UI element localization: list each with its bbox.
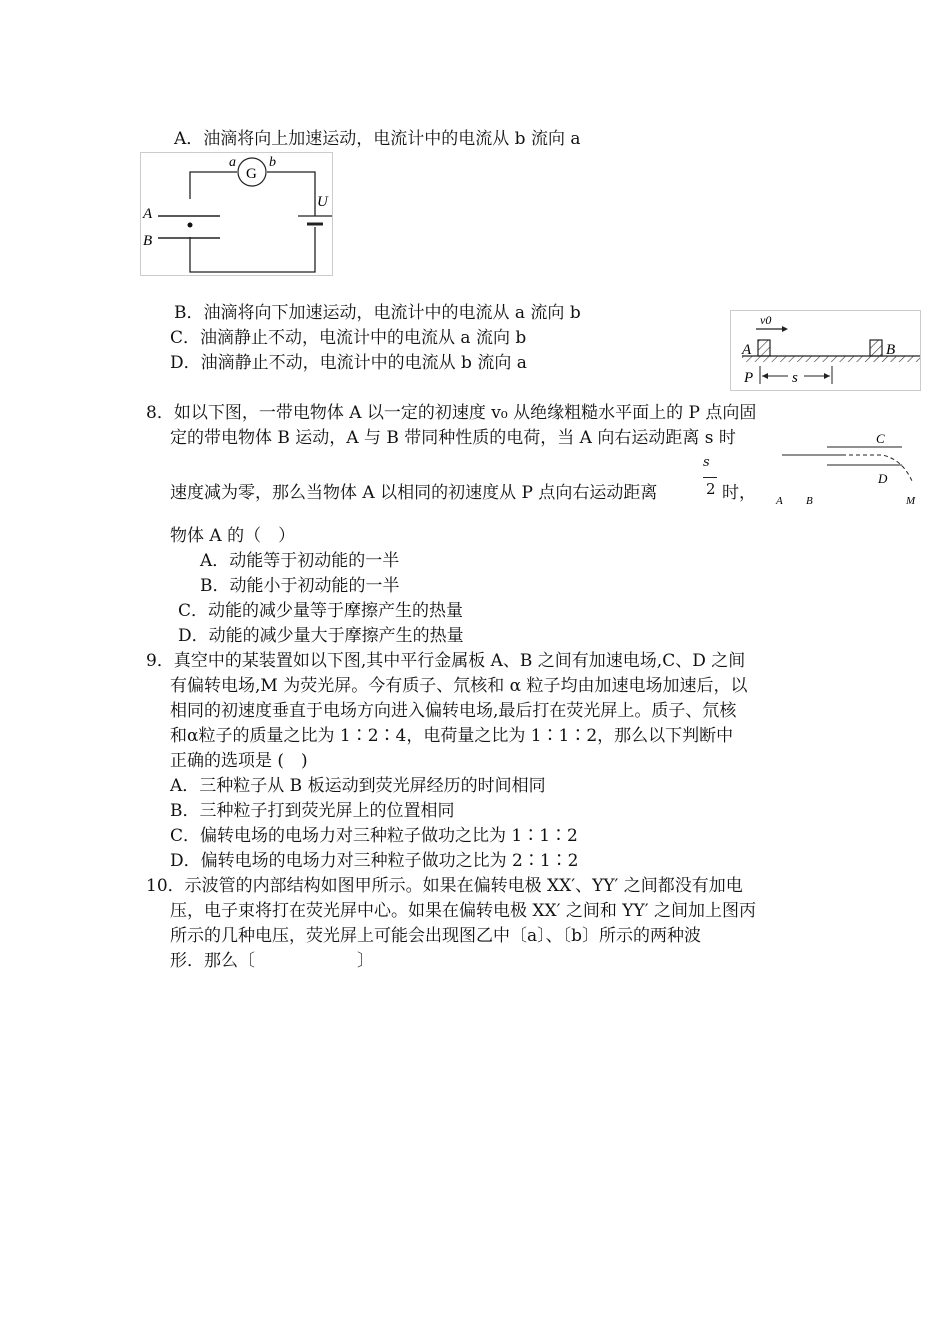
q7-option-d: D．油滴静止不动，电流计中的电流从 b 流向 a — [170, 353, 527, 373]
q8-line-3: 速度减为零，那么当物体 A 以相同的初速度从 P 点向右运动距离 — [170, 483, 658, 503]
q9-line-4: 和α粒子的质量之比为 1∶2∶4，电荷量之比为 1∶1∶2，那么以下判断中 — [170, 726, 734, 746]
fig9-b-label: B — [806, 495, 813, 507]
q9-option-d: D．偏转电场的电场力对三种粒子做功之比为 2∶1∶2 — [170, 851, 579, 871]
q8-fraction-denominator: 2 — [706, 480, 716, 498]
fig9-m-label: M — [906, 495, 916, 507]
q8-line-4: 物体 A 的（ ） — [170, 526, 296, 546]
q8-option-c: C．动能的减少量等于摩擦产生的热量 — [178, 601, 464, 621]
q9-line-1: 9．真空中的某装置如以下图,其中平行金属板 A、B 之间有加速电场,C、D 之间 — [146, 651, 746, 671]
q8-option-d: D．动能的减少量大于摩擦产生的热量 — [178, 626, 464, 646]
q8-line-2: 定的带电物体 B 运动，A 与 B 带同种性质的电荷，当 A 向右运动距离 s 时 — [170, 428, 736, 448]
terminal-b-label: b — [269, 155, 276, 170]
q9-option-a: A．三种粒子从 B 板运动到荧光屏经历的时间相同 — [170, 776, 546, 796]
q10-line-4: 形．那么〔 〕 — [170, 951, 374, 971]
q8-fraction-numerator: s — [703, 455, 710, 470]
q7-option-a: A．油滴将向上加速运动，电流计中的电流从 b 流向 a — [174, 129, 581, 149]
q7-option-b: B．油滴将向下加速运动，电流计中的电流从 a 流向 b — [174, 303, 581, 323]
plate-a-label: A — [143, 206, 153, 222]
q10-line-1: 10．示波管的内部结构如图甲所示。如果在偏转电极 XX′、YY′ 之间都没有加电 — [146, 876, 743, 896]
source-label: U — [317, 194, 328, 210]
q7-option-c: C．油滴静止不动，电流计中的电流从 a 流向 b — [170, 328, 527, 348]
q8-line-3-end: 时， — [722, 483, 756, 503]
q7-circuit-figure — [140, 152, 335, 278]
q8-line-1: 8．如以下图，一带电物体 A 以一定的初速度 v₀ 从绝缘粗糙水平面上的 P 点向固 — [146, 403, 757, 423]
fig8-s-label: s — [792, 370, 798, 386]
fig9-a-label: A — [776, 495, 783, 507]
fig9-c-label: C — [876, 431, 885, 446]
q9-line-2: 有偏转电场,M 为荧光屏。今有质子、氘核和 α 粒子均由加速电场加速后，以 — [170, 676, 748, 696]
fig8-p-label: P — [744, 370, 754, 386]
q8-figure — [730, 310, 922, 392]
q8-option-b: B．动能小于初动能的一半 — [200, 576, 400, 596]
fig8-a-label: A — [742, 342, 752, 358]
q9-line-3: 相同的初速度垂直于电场方向进入偏转电场,最后打在荧光屏上。质子、氘核 — [170, 701, 737, 721]
terminal-a-label: a — [229, 155, 236, 170]
q9-option-b: B．三种粒子打到荧光屏上的位置相同 — [170, 801, 455, 821]
v0-label: v0 — [760, 313, 772, 327]
meter-label: G — [246, 166, 257, 182]
fig8-b-label: B — [886, 342, 896, 358]
fig9-d-label: D — [878, 471, 888, 486]
q9-figure — [772, 425, 922, 510]
q8-option-a: A．动能等于初动能的一半 — [200, 551, 400, 571]
q9-option-c: C．偏转电场的电场力对三种粒子做功之比为 1∶1∶2 — [170, 826, 578, 846]
plate-b-label: B — [143, 233, 153, 249]
q9-line-5: 正确的选项是 ( ) — [170, 751, 308, 771]
q10-line-2: 压，电子束将打在荧光屏中心。如果在偏转电极 XX′ 之间和 YY′ 之间加上图丙 — [170, 901, 756, 921]
q10-line-3: 所示的几种电压，荧光屏上可能会出现图乙中〔a〕、〔b〕所示的两种波 — [170, 926, 702, 946]
